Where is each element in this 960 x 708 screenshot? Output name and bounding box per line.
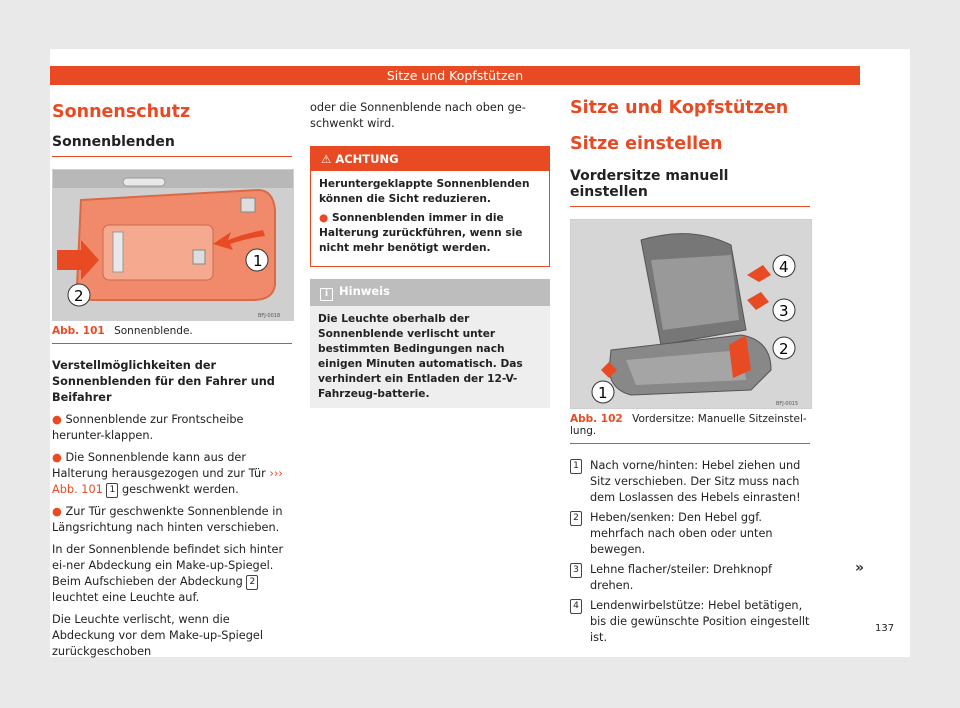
note-text: Die Leuchte oberhalb der Sonnenblende verlischt unter bestimmten Bedingungen nach einigen Minuten automatisch. Das verhindert ein Entladen der 12-V-Fahrzeug-batterie.: [318, 313, 523, 400]
figure-caption: [570, 409, 810, 444]
callout-2: 2: [779, 340, 789, 358]
subsection-title: Vordersitze manuell einstellen: [570, 168, 810, 207]
list-item: [570, 458, 810, 506]
page-number: 137: [875, 623, 895, 634]
callout-4: 4: [779, 258, 789, 276]
paragraph-continued: oder die Sonnenblende nach oben ge-schwenkt wird.: [310, 101, 526, 130]
sun-visor-figure: [52, 169, 294, 321]
callout-2: 2: [74, 287, 84, 305]
list-number: 1: [570, 459, 582, 474]
figure-caption-text: Sonnenblende.: [114, 325, 193, 337]
note-box: [310, 279, 550, 408]
figure-code: BFJ-0018: [258, 313, 281, 319]
section-title: Sitze einstellen: [570, 134, 723, 154]
callout-3: 3: [779, 302, 789, 320]
figure-label: Abb. 101: [52, 325, 105, 337]
warning-triangle-icon: ⚠: [321, 152, 332, 166]
list-item: [570, 562, 810, 594]
instruction-list: [570, 458, 810, 646]
callout-1: 1: [598, 384, 608, 402]
seat-illustration: [571, 220, 811, 408]
chapter-header: Sitze und Kopfstützen: [50, 66, 860, 85]
callout-number: 1: [106, 483, 118, 498]
list-item: [570, 510, 810, 558]
list-number: 4: [570, 599, 582, 614]
left-column: [52, 96, 292, 666]
bullet-item: ● Zur Tür geschwenkte Sonnenblende in Längsrichtung nach hinten verschieben.: [52, 505, 283, 534]
figure-caption-text: Vordersitze: Manuelle Sitzeinstel-lung.: [570, 413, 807, 437]
figure-label: Abb. 102: [570, 413, 623, 425]
seat-figure: [570, 219, 812, 409]
info-icon: i: [320, 288, 333, 301]
middle-column: [310, 96, 550, 408]
figure-reference-link[interactable]: ››› Abb. 101: [52, 467, 283, 496]
list-text: Nach vorne/hinten: Hebel ziehen und Sitz verschieben. Der Sitz muss nach dem Loslassen des Hebels einrasten!: [590, 459, 801, 504]
bullet-item: ● Die Sonnenblende kann aus der Halterung herausgezogen und zur Tür ››› Abb. 101 1 geschwenkt werden.: [52, 451, 283, 496]
right-column: [570, 98, 810, 650]
continue-indicator: »: [855, 560, 865, 576]
bullet-item: ● Sonnenblende zur Frontscheibe herunter-klappen.: [52, 413, 244, 442]
sun-visor-illustration: [53, 170, 293, 320]
subsection-title: Sonnenblenden: [52, 134, 292, 157]
adjustment-heading: Verstellmöglichkeiten der Sonnenblenden für den Fahrer und Beifahrer: [52, 359, 275, 404]
list-number: 2: [570, 511, 582, 526]
warning-header: ⚠ ACHTUNG: [311, 147, 549, 171]
list-text: Lendenwirbelstütze: Hebel betätigen, bis die gewünschte Position eingestellt ist.: [590, 599, 810, 644]
warning-bullet: ● Sonnenblenden immer in die Halterung zurückführen, wenn sie nicht mehr benötigt werden.: [319, 212, 523, 254]
list-text: Heben/senken: Den Hebel ggf. mehrfach nach oben oder unten bewegen.: [590, 511, 773, 556]
paragraph: In der Sonnenblende befindet sich hinter ei-ner Abdeckung ein Make-up-Spiegel. Beim Aufschieben der Abdeckung 2 leuchtet eine Leuchte auf.: [52, 543, 284, 604]
warning-text: Heruntergeklappte Sonnenblenden können die Sicht reduzieren.: [319, 178, 530, 205]
section-title: Sonnenschutz: [52, 102, 191, 122]
list-number: 3: [570, 563, 582, 578]
warning-box: [310, 146, 550, 267]
callout-number: 2: [246, 575, 258, 590]
note-header: i Hinweis: [310, 279, 550, 306]
list-text: Lehne flacher/steiler: Drehknopf drehen.: [590, 563, 773, 592]
paragraph: Die Leuchte verlischt, wenn die Abdeckung vor dem Make-up-Spiegel zurückgeschoben: [52, 613, 263, 658]
list-item: [570, 598, 810, 646]
figure-caption: [52, 321, 292, 344]
figure-code: BFJ-0015: [776, 401, 799, 407]
callout-1: 1: [253, 252, 263, 270]
chapter-title: Sitze und Kopfstützen: [570, 98, 789, 118]
